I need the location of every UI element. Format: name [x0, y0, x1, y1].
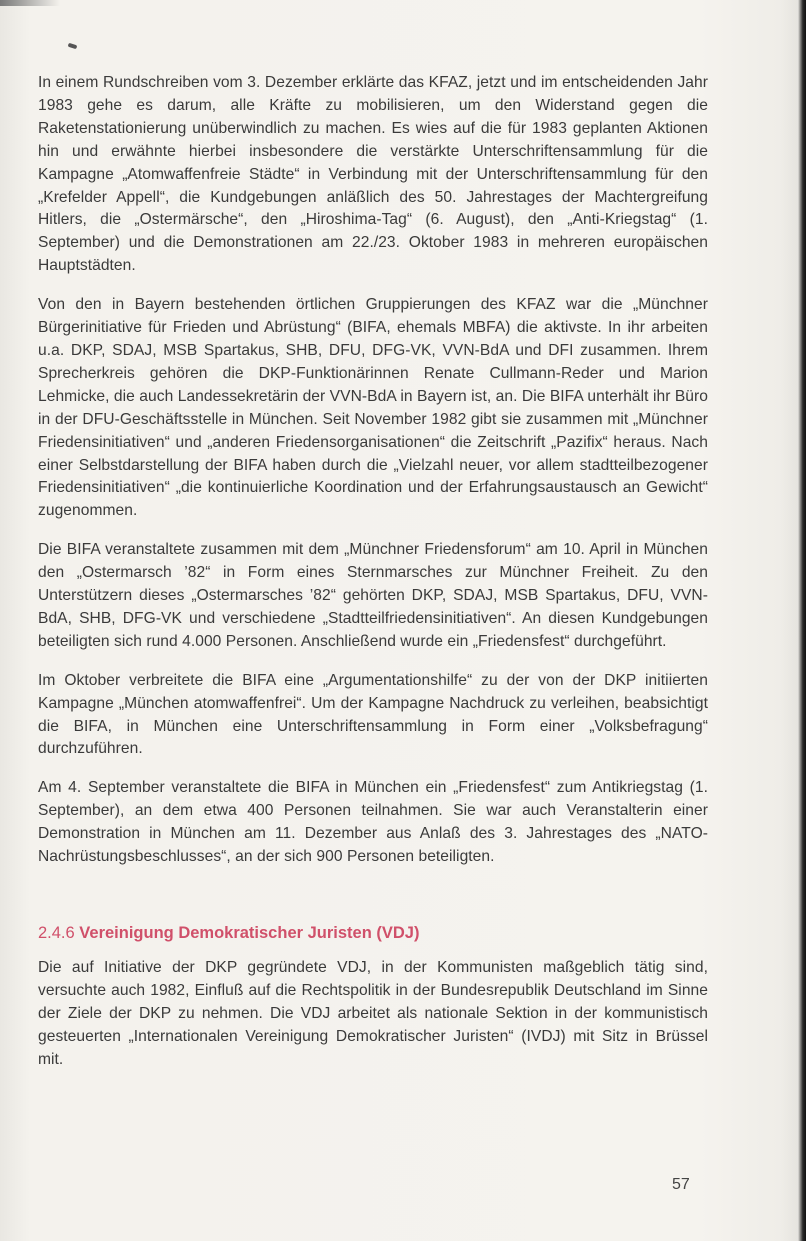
scan-edge-top	[0, 0, 60, 6]
scan-edge-right	[798, 0, 806, 1241]
paragraph-friedensfest: Am 4. September veranstaltete die BIFA in München ein „Friedensfest“ zum Antikriegstag (1. September), an dem etwa 400 Personen teilnahmen. Sie war auch Veranstalterin einer Demonstration in München am 11. Dezember aus Anlaß des 3. Jahrestages des „NATO-Nachrüstungsbeschlusses“, an der sich 900 Personen beteiligten.	[38, 779, 708, 866]
section-heading	[38, 921, 708, 945]
paragraph-kfaz-rundschreiben: In einem Rundschreiben vom 3. Dezember erklärte das KFAZ, jetzt und im entscheidenden Jahr 1983 gehe es darum, alle Kräfte zu mobilisieren, um den Widerstand gegen die Raketenstationierung unüberwindlich zu machen. Es wies auf die für 1983 geplanten Aktionen hin und erwähnte hierbei insbesondere die verstärkte Unterschriftensammlung für die Kampagne „Atomwaffenfreie Städte“ in Verbindung mit der Unterschriftensammlung für den „Krefelder Appell“, die Kundgebungen anläßlich des 50. Jahrestages der Machtergreifung Hitlers, die „Ostermärsche“, den „Hiroshima-Tag“ (6. August), den „Anti-Kriegstag“ (1. September) und die Demonstrationen am 22./23. Oktober 1983 in mehreren europäischen Hauptstädten.	[38, 74, 708, 275]
page-number: 57	[672, 1176, 690, 1193]
paragraph-vdj: Die auf Initiative der DKP gegründete VDJ, in der Kommunisten maßgeblich tätig sind, versuchte auch 1982, Einfluß auf die Rechtspolitik in der Bundesrepublik Deutschland im Sinne der Ziele der DKP zu nehmen. Die VDJ arbeitet als nationale Sektion in der kommunistisch gesteuerten „Internationalen Vereinigung Demokratischer Juristen“ (IVDJ) mit Sitz in Brüssel mit.	[38, 959, 708, 1068]
paragraph-argumentationshilfe: Im Oktober verbreitete die BIFA eine „Argumentationshilfe“ zu der von der DKP initiierten Kampagne „München atomwaffenfrei“. Um der Kampagne Nachdruck zu verleihen, beabsichtigt die BIFA, in München eine Unterschriftensammlung in Form einer „Volksbefragung“ durchzuführen.	[38, 671, 708, 758]
section-title: Vereinigung Demokratischer Juristen (VDJ)	[79, 924, 420, 942]
section-number: 2.4.6	[38, 924, 75, 942]
page-body	[38, 72, 708, 1088]
paragraph-bifa-gruppierungen: Von den in Bayern bestehenden örtlichen Gruppierungen des KFAZ war die „Münchner Bürgerinitiative für Frieden und Abrüstung“ (BIFA, ehemals MBFA) die aktivste. In ihr arbeiten u.a. DKP, SDAJ, MSB Spartakus, SHB, DFU, DFG-VK, VVN-BdA und DFI zusammen. Ihrem Sprecherkreis gehören die DKP-Funktionärinnen Renate Cullmann-Reder und Marion Lehmicke, die auch Landessekretärin der VVN-BdA in Bayern ist, an. Die BIFA unterhält ihr Büro in der DFU-Geschäftsstelle in München. Seit November 1982 gibt sie zusammen mit „Münchner Friedensinitiativen“ und „anderen Friedensorganisationen“ die Zeitschrift „Pazifix“ heraus. Nach einer Selbstdarstellung der BIFA haben durch die „Vielzahl neuer, vor allem stadtteilbezogener Friedensinitiativen“ „die kontinuierliche Koordination und der Erfahrungsaustausch an Gewicht“ zugenommen.	[38, 296, 708, 520]
paragraph-ostermarsch: Die BIFA veranstaltete zusammen mit dem „Münchner Friedensforum“ am 10. April in München den „Ostermarsch ’82“ in Form eines Sternmarsches zur Münchner Freiheit. Zu den Unterstützern dieses „Ostermarsches ’82“ gehörten DKP, SDAJ, MSB Spartakus, DFU, VVN-BdA, SHB, DFG-VK und verschiedene „Stadtteilfriedensinitiativen“. An diesen Kundgebungen beteiligten sich rund 4.000 Personen. Anschließend wurde ein „Friedensfest“ durchgeführt.	[38, 541, 708, 650]
scan-speck	[68, 43, 78, 50]
